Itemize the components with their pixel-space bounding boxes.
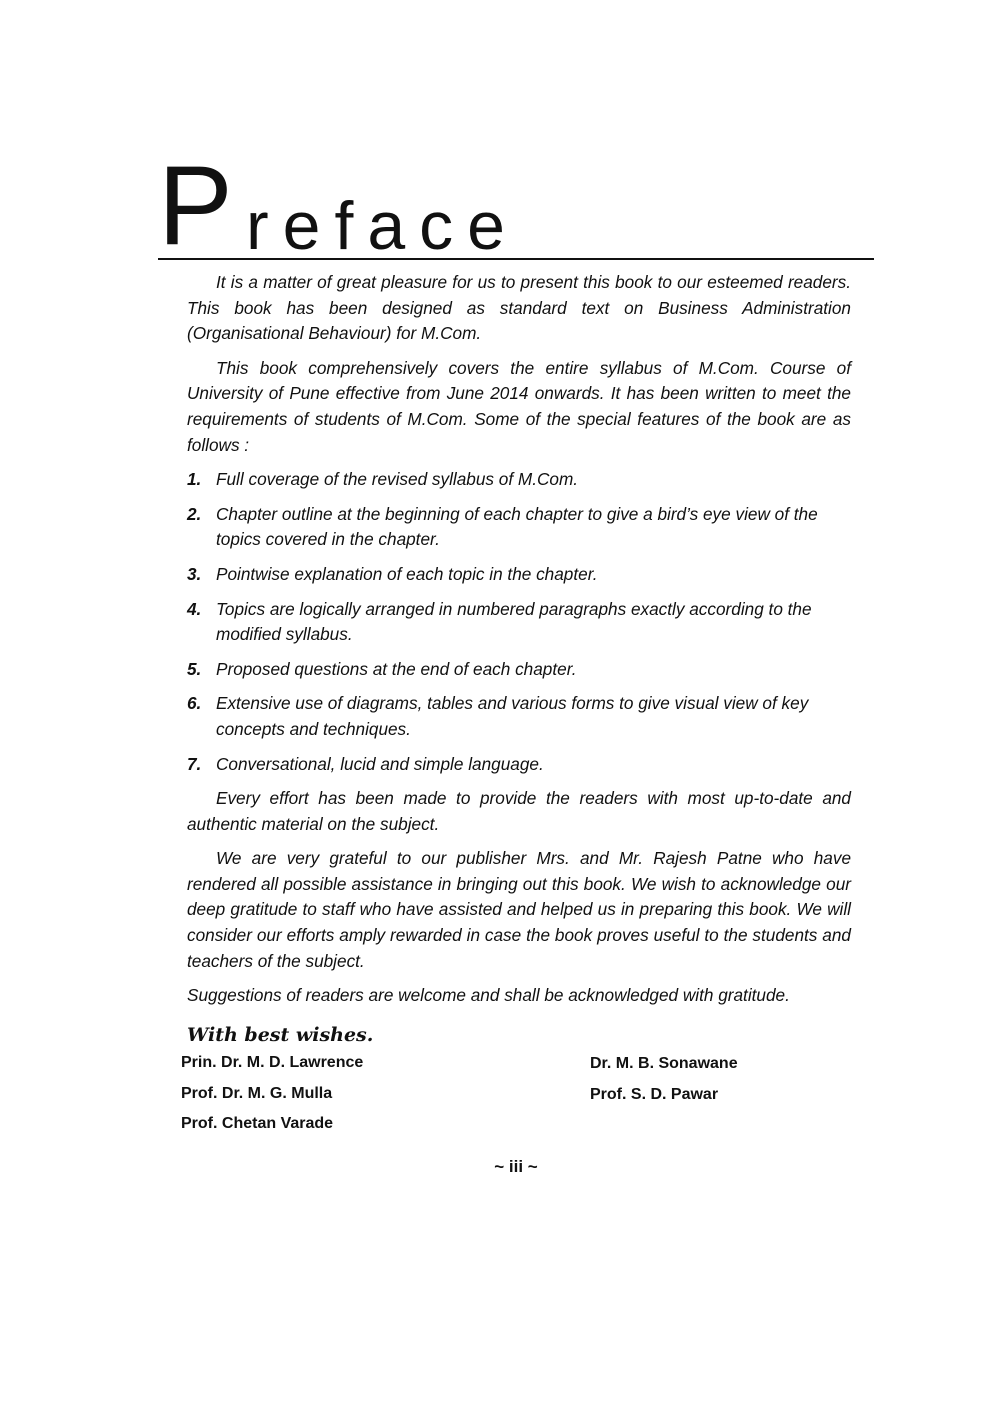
list-item-number: 1.	[187, 469, 202, 490]
page-number: ~ iii ~	[494, 1157, 538, 1176]
list-item-text: Proposed questions at the end of each chapter.	[216, 658, 577, 679]
list-item-text: Conversational, lucid and simple language.	[216, 753, 544, 774]
intro-paragraph-1: It is a matter of great pleasure for us to present this book to our esteemed readers. This book has been designed as standard text on Business Administration (Organisational Behaviour) for M.Com.	[187, 272, 851, 344]
author-left-2: Prof. Dr. M. G. Mulla	[181, 1085, 333, 1102]
list-item-number: 4.	[187, 598, 202, 619]
title-initial-letter: P	[158, 143, 233, 268]
preface-body	[187, 270, 851, 1018]
list-item-text: Topics are logically arranged in numbered paragraphs exactly according to the modified syllabus.	[216, 598, 812, 645]
best-wishes: With best wishes.	[187, 1024, 374, 1046]
list-item	[187, 597, 851, 648]
author-left-3: Prof. Chetan Varade	[181, 1115, 334, 1132]
list-item-text: Extensive use of diagrams, tables and various forms to give visual view of key concepts and techniques.	[216, 693, 809, 739]
list-item-text: Pointwise explanation of each topic in the chapter.	[216, 563, 598, 584]
list-item	[187, 562, 851, 588]
list-item-number: 3.	[187, 563, 202, 584]
author-right-2: Prof. S. D. Pawar	[590, 1086, 719, 1103]
list-item-number: 6.	[187, 693, 202, 714]
list-item	[187, 467, 851, 493]
closing-paragraph-1: Every effort has been made to provide the readers with most up-to-date and authentic material on the subject.	[187, 788, 851, 834]
list-item	[187, 752, 851, 778]
list-item-number: 5.	[187, 658, 202, 679]
intro-paragraph-2: This book comprehensively covers the entire syllabus of M.Com. Course of University of Pune effective from June 2014 onwards. It has been written to meet the requirements of students of M.Com. Some of the special features of the book are as follows :	[187, 357, 851, 455]
list-item-text: Chapter outline at the beginning of each chapter to give a bird’s eye view of the topics covered in the chapter.	[216, 503, 818, 550]
list-item	[187, 691, 851, 742]
list-item-number: 7.	[187, 753, 202, 774]
suggestion-line: Suggestions of readers are welcome and shall be acknowledged with gratitude.	[187, 985, 790, 1006]
list-item	[187, 502, 851, 553]
closing-paragraph-2: We are very grateful to our publisher Mrs. and Mr. Rajesh Patne who have rendered all possible assistance in bringing out this book. We wish to acknowledge our deep gratitude to staff who have assisted and helped us in preparing this book. We will consider our efforts amply rewarded in case the book proves useful to the students and teachers of the subject.	[187, 848, 851, 971]
author-right-1: Dr. M. B. Sonawane	[590, 1055, 738, 1072]
page-title	[158, 143, 874, 268]
author-left-1: Prin. Dr. M. D. Lawrence	[181, 1054, 364, 1071]
list-item	[187, 657, 851, 683]
title-remainder: reface	[246, 188, 519, 264]
features-list	[187, 467, 851, 777]
list-item-text: Full coverage of the revised syllabus of M.Com.	[216, 469, 579, 490]
list-item-number: 2.	[187, 503, 202, 524]
